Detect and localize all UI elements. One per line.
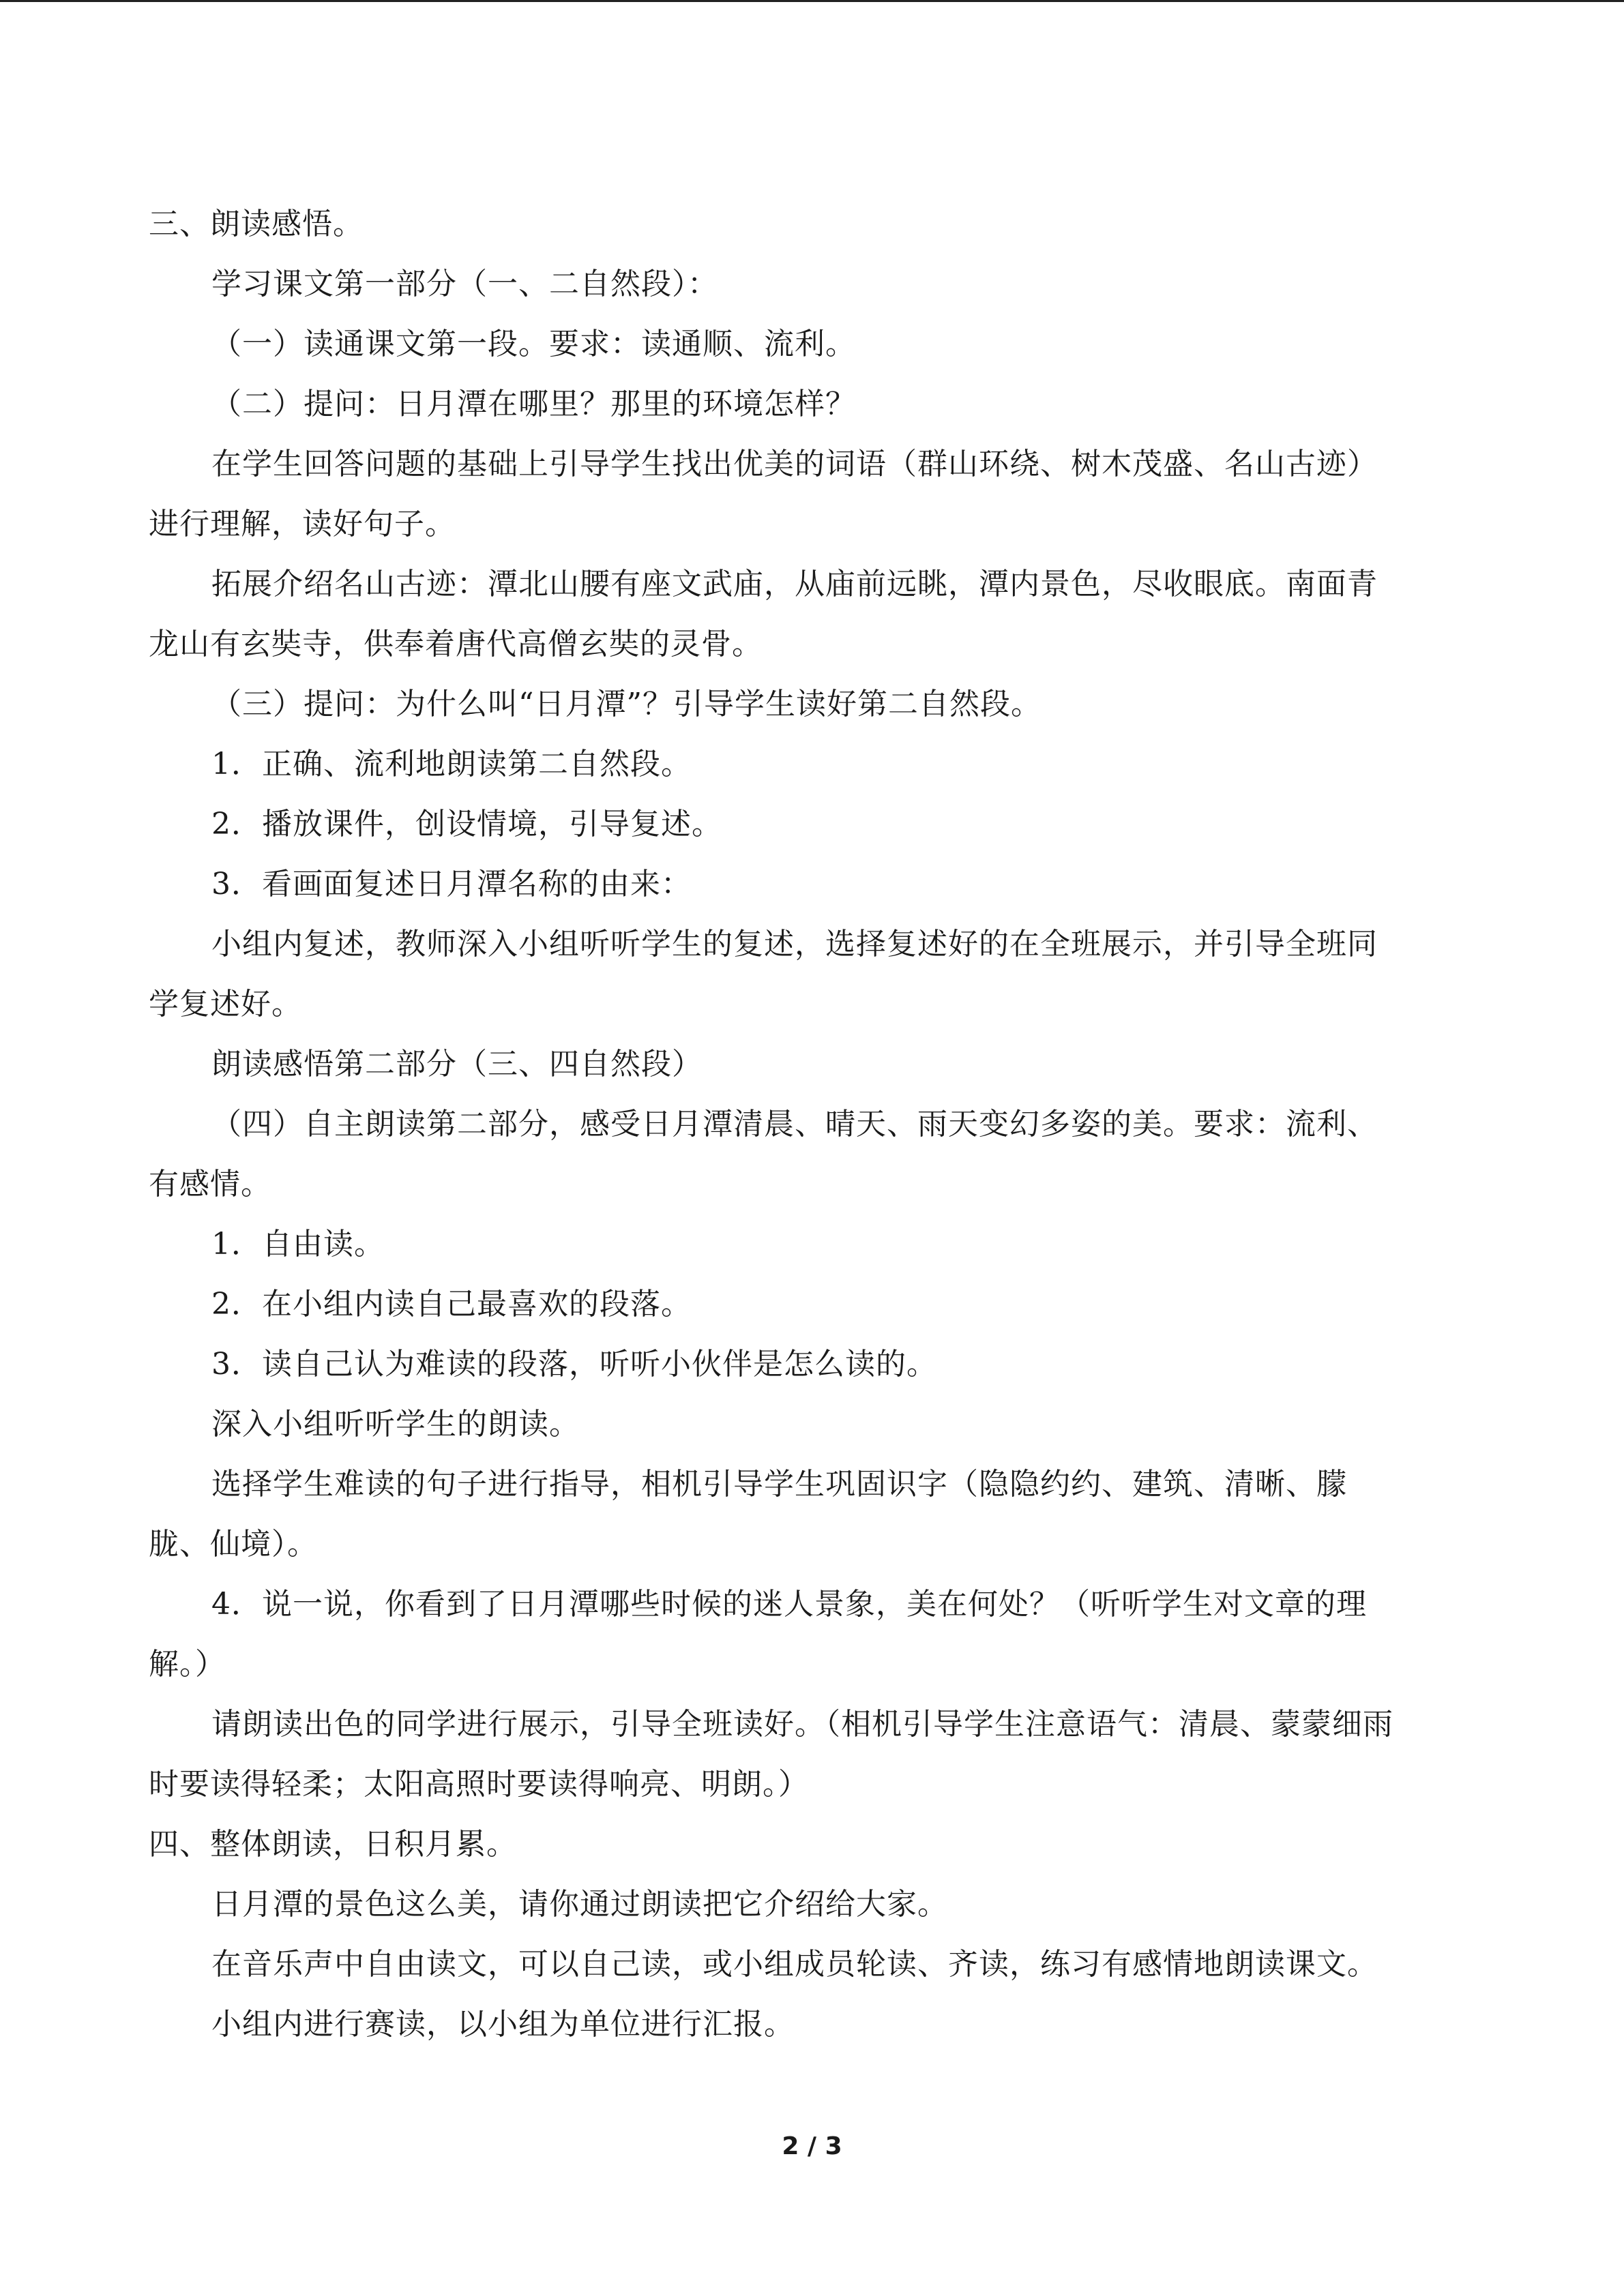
paragraph-line: 小组内进行赛读，以小组为单位进行汇报。 bbox=[211, 2007, 795, 2042]
paragraph-line: （三）提问：为什么叫“日月潭”？引导学生读好第二自然段。 bbox=[211, 687, 1042, 721]
paragraph-line: 胧、仙境）。 bbox=[149, 1527, 318, 1562]
section-heading: 三、朗读感悟。 bbox=[149, 207, 364, 241]
top-border-line bbox=[0, 0, 1624, 2]
paragraph-line: 选择学生难读的句子进行指导，相机引导学生巩固识字（隐隐约约、建筑、清晰、朦 bbox=[211, 1467, 1347, 1502]
list-item: 2．在小组内读自己最喜欢的段落。 bbox=[211, 1287, 692, 1322]
page-number: 2 / 3 bbox=[782, 2132, 842, 2160]
paragraph-line: 在学生回答问题的基础上引导学生找出优美的词语（群山环绕、树木茂盛、名山古迹） bbox=[211, 447, 1378, 481]
paragraph-line: 请朗读出色的同学进行展示，引导全班读好。（相机引导学生注意语气：清晨、蒙蒙细雨 bbox=[211, 1707, 1393, 1742]
paragraph-line: 学习课文第一部分（一、二自然段）： bbox=[211, 267, 718, 301]
paragraph-line: 拓展介绍名山古迹：潭北山腰有座文武庙，从庙前远眺，潭内景色，尽收眼底。南面青 bbox=[211, 567, 1378, 601]
list-item: 3．看画面复述日月潭名称的由来： bbox=[211, 867, 692, 901]
list-item: 3．读自己认为难读的段落，听听小伙伴是怎么读的。 bbox=[211, 1347, 937, 1382]
paragraph-line: 进行理解，读好句子。 bbox=[149, 507, 456, 541]
paragraph-line: （一）读通课文第一段。要求：读通顺、流利。 bbox=[211, 327, 856, 361]
paragraph-line: 深入小组听听学生的朗读。 bbox=[211, 1407, 580, 1442]
section-heading: 四、整体朗读，日积月累。 bbox=[149, 1827, 517, 1862]
paragraph-line: 朗读感悟第二部分（三、四自然段） bbox=[211, 1047, 703, 1082]
list-item: 1．正确、流利地朗读第二自然段。 bbox=[211, 747, 692, 781]
paragraph-line: 学复述好。 bbox=[149, 987, 302, 1022]
paragraph-line: 在音乐声中自由读文，可以自己读，或小组成员轮读、齐读，练习有感情地朗读课文。 bbox=[211, 1947, 1378, 1982]
paragraph-line: 日月潭的景色这么美，请你通过朗读把它介绍给大家。 bbox=[211, 1887, 948, 1922]
paragraph-line: （四）自主朗读第二部分，感受日月潭清晨、晴天、雨天变幻多姿的美。要求：流利、 bbox=[211, 1107, 1378, 1142]
paragraph-line: 解。） bbox=[149, 1647, 226, 1682]
paragraph-line: 小组内复述，教师深入小组听听学生的复述，选择复述好的在全班展示，并引导全班同 bbox=[211, 927, 1378, 961]
list-item: 4．说一说，你看到了日月潭哪些时候的迷人景象，美在何处？（听听学生对文章的理 bbox=[211, 1587, 1367, 1622]
document-body bbox=[149, 205, 1486, 2065]
paragraph-line: 龙山有玄奘寺，供奉着唐代高僧玄奘的灵骨。 bbox=[149, 627, 763, 661]
paragraph-line: 有感情。 bbox=[149, 1167, 271, 1202]
list-item: 2．播放课件，创设情境，引导复述。 bbox=[211, 807, 722, 841]
list-item: 1．自由读。 bbox=[211, 1227, 385, 1262]
paragraph-line: （二）提问：日月潭在哪里？那里的环境怎样？ bbox=[211, 387, 856, 421]
paragraph-line: 时要读得轻柔；太阳高照时要读得响亮、明朗。） bbox=[149, 1767, 809, 1802]
